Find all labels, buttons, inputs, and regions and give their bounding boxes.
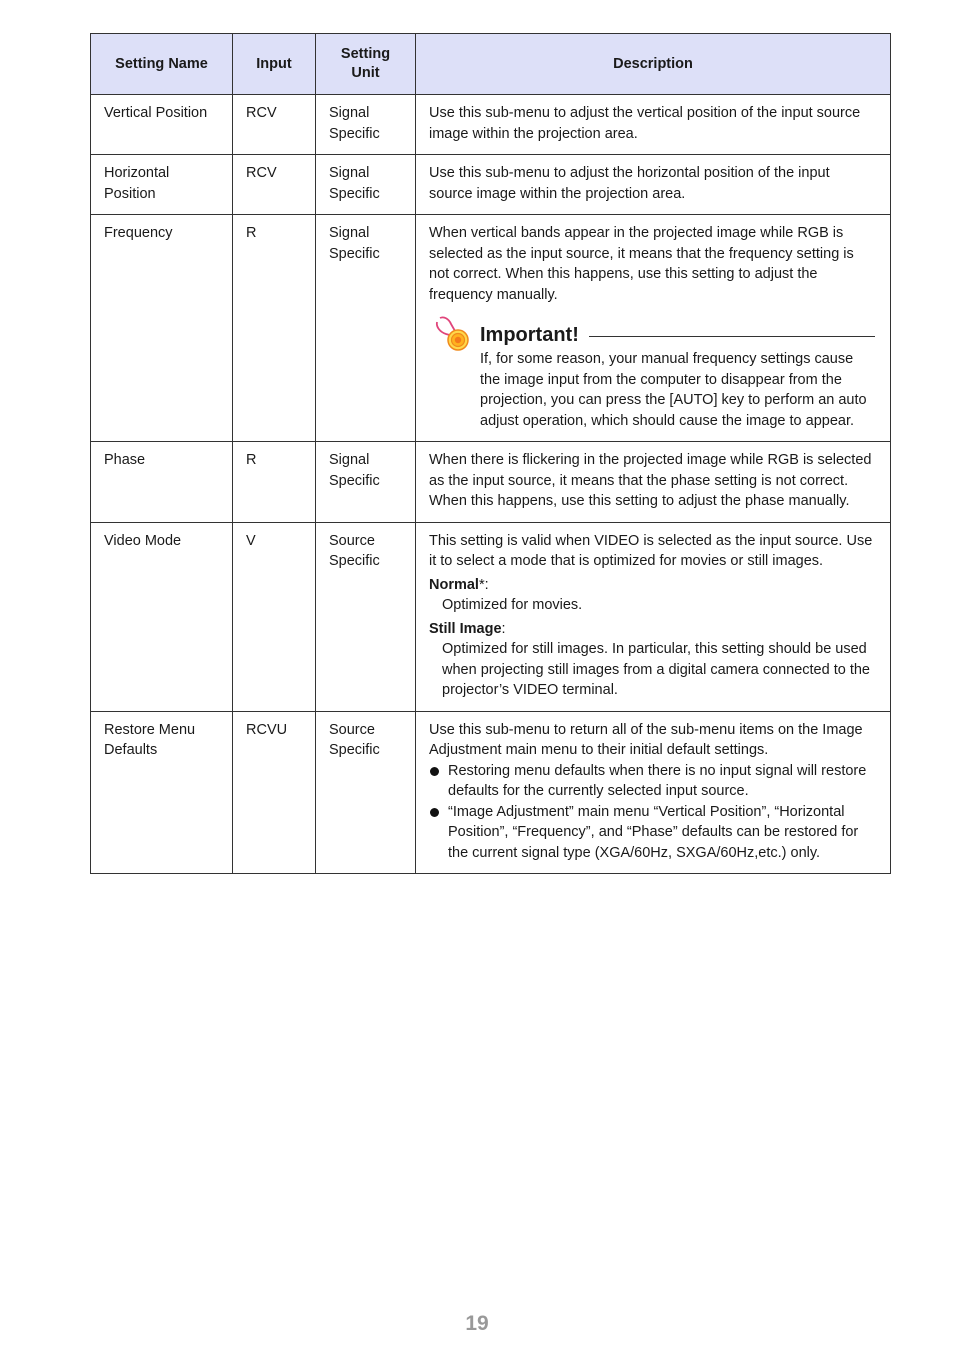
- header-description: Description: [416, 34, 891, 95]
- setting-description: [416, 442, 891, 523]
- setting-description: [416, 155, 891, 215]
- table-row-frequency: [91, 215, 891, 442]
- important-icon: [434, 315, 474, 355]
- description-text: Use this sub-menu to adjust the vertical position of the input source image within the projection area.: [429, 105, 861, 142]
- setting-name: Video Mode: [91, 522, 233, 711]
- mode-still-image-suffix: :: [501, 620, 506, 637]
- list-item: [429, 761, 877, 802]
- page-number: 19: [465, 1312, 489, 1335]
- header-setting-unit-line2: Unit: [351, 65, 380, 81]
- table-row-vertical-position: [91, 95, 891, 155]
- setting-unit: Source Specific: [316, 711, 416, 874]
- important-heading: [480, 323, 875, 347]
- bullet-icon: [430, 808, 439, 817]
- list-item: [429, 802, 877, 864]
- mode-normal-text: Optimized for movies.: [442, 597, 583, 613]
- settings-table: [90, 33, 891, 874]
- table-row-restore-menu-defaults: [91, 711, 891, 874]
- table-row-video-mode: [91, 522, 891, 711]
- important-rule: [589, 336, 875, 337]
- important-title: Important!: [480, 324, 579, 346]
- important-note: [429, 323, 877, 431]
- bullet-icon: [430, 767, 439, 776]
- description-text: When there is flickering in the projected image while RGB is selected as the input source, it means that the phase setting is not correct. When this happens, use this setting to adjust the phase manually.: [429, 452, 872, 509]
- setting-name: Restore Menu Defaults: [91, 711, 233, 874]
- header-setting-unit-line1: Setting: [340, 46, 391, 62]
- description-text: This setting is valid when VIDEO is selected as the input source. Use it to select a mode that is optimized for movies or still images.: [429, 532, 873, 569]
- bullet-text: Restoring menu defaults when there is no input signal will restore defaults for the currently selected input source.: [448, 762, 867, 799]
- mode-normal-label: [429, 575, 877, 596]
- setting-description: [416, 522, 891, 711]
- mode-normal-name: Normal: [429, 576, 479, 593]
- important-text: If, for some reason, your manual frequency settings cause the image input from the computer to disappear from the projection, you can press the [AUTO] key to perform an auto adjust operation, which should cause the image to appear.: [480, 351, 867, 429]
- table-row-phase: [91, 442, 891, 523]
- table-row-horizontal-position: [91, 155, 891, 215]
- setting-name: Vertical Position: [91, 95, 233, 155]
- setting-input: RCV: [233, 155, 316, 215]
- setting-input: V: [233, 522, 316, 711]
- header-setting-unit: [316, 34, 416, 95]
- mode-still-image-text: Optimized for still images. In particular, this setting should be used when projecting still images from a digital camera connected to the projector’s VIDEO terminal.: [442, 641, 870, 698]
- mode-still-image-label: [429, 619, 877, 640]
- header-input: Input: [233, 34, 316, 95]
- mode-normal-suffix: *:: [478, 576, 489, 593]
- setting-input: R: [233, 215, 316, 442]
- setting-name: Frequency: [91, 215, 233, 442]
- setting-description: [416, 215, 891, 442]
- setting-unit: Signal Specific: [316, 95, 416, 155]
- setting-unit: Signal Specific: [316, 215, 416, 442]
- setting-name: Horizontal Position: [91, 155, 233, 215]
- setting-input: R: [233, 442, 316, 523]
- setting-unit: Signal Specific: [316, 155, 416, 215]
- bullet-text: “Image Adjustment” main menu “Vertical Position”, “Horizontal Position”, “Frequency”, and “Phase” defaults can be restored for the current signal type (XGA/60Hz, SXGA/60Hz,etc.) only.: [448, 803, 859, 861]
- table-header-row: [91, 34, 891, 95]
- description-text: Use this sub-menu to adjust the horizontal position of the input source image within the projection area.: [429, 165, 830, 202]
- setting-unit: Signal Specific: [316, 442, 416, 523]
- header-setting-name: Setting Name: [91, 34, 233, 95]
- bullet-list: [429, 761, 877, 864]
- setting-name: Phase: [91, 442, 233, 523]
- setting-description: [416, 711, 891, 874]
- description-text: When vertical bands appear in the projected image while RGB is selected as the input source, it means that the frequency setting is not correct. When this happens, use this setting to adjust the frequency manually.: [429, 225, 854, 303]
- description-text: Use this sub-menu to return all of the sub-menu items on the Image Adjustment main menu to their initial default settings.: [429, 721, 863, 758]
- setting-unit: Source Specific: [316, 522, 416, 711]
- setting-description: [416, 95, 891, 155]
- setting-input: RCV: [233, 95, 316, 155]
- mode-still-image-name: Still Image: [429, 620, 502, 637]
- setting-input: RCVU: [233, 711, 316, 874]
